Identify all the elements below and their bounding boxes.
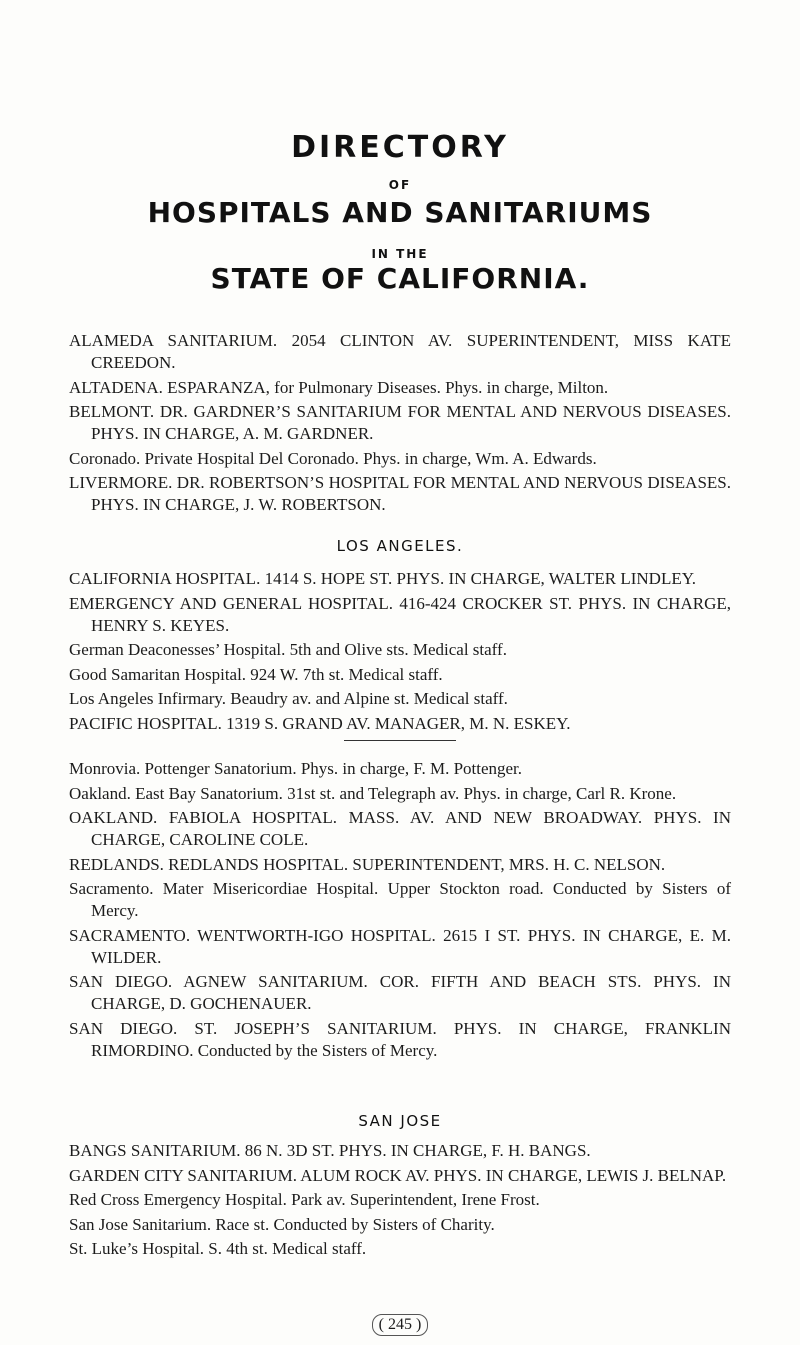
list-item: German Deaconesses’ Hospital. 5th and Olive sts. Medical staff.: [69, 640, 507, 659]
title-in-the: IN THE: [371, 247, 429, 261]
list-item: San Jose Sanitarium. Race st. Conducted by Sisters of Charity.: [69, 1214, 495, 1234]
list-item: Los Angeles Infirmary. Beaudry av. and Alpine st. Medical staff.: [69, 689, 508, 708]
list-item: LIVERMORE. DR. ROBERTSON’S HOSPITAL FOR MENTAL AND NERVOUS DISEASES. PHYS. IN CHARGE, J. W. ROBERTSON.: [69, 473, 731, 514]
list-item: Coronado. Private Hospital Del Coronado. Phys. in charge, Wm. A. Edwards.: [69, 448, 597, 468]
list-item: GARDEN CITY SANITARIUM. ALUM ROCK AV. PHYS. IN CHARGE, LEWIS J. BELNAP.: [69, 1165, 727, 1185]
list-item: Monrovia. Pottenger Sanatorium. Phys. in charge, F. M. Pottenger.: [69, 759, 523, 778]
list-item: Red Cross Emergency Hospital. Park av. Superintendent, Irene Frost.: [69, 1190, 540, 1209]
list-item: OAKLAND. FABIOLA HOSPITAL. MASS. AV. AND NEW BROADWAY. PHYS. IN CHARGE, CAROLINE COLE.: [69, 808, 731, 849]
entries-general-1: [69, 330, 731, 519]
page-number: [0, 1314, 800, 1336]
list-item: Oakland. East Bay Sanatorium. 31st st. and Telegraph av. Phys. in charge, Carl R. Krone.: [69, 783, 677, 803]
list-item: ALAMEDA SANITARIUM. 2054 CLINTON AV. SUPERINTENDENT, MISS KATE CREEDON.: [69, 331, 731, 372]
entries-los-angeles: [69, 568, 731, 737]
list-item: REDLANDS. REDLANDS HOSPITAL. SUPERINTENDENT, MRS. H. C. NELSON.: [69, 854, 666, 874]
page-number-label: ( 245 ): [372, 1314, 429, 1336]
list-item: SAN DIEGO. AGNEW SANITARIUM. COR. FIFTH AND BEACH STS. PHYS. IN CHARGE, D. GOCHENAUER.: [69, 972, 731, 1013]
section-divider: [344, 740, 456, 741]
section-heading-san-jose: SAN JOSE: [358, 1112, 442, 1130]
entries-general-2: [69, 758, 731, 1064]
list-item: Good Samaritan Hospital. 924 W. 7th st. Medical staff.: [69, 664, 443, 684]
list-item: PACIFIC HOSPITAL. 1319 S. GRAND AV. MANAGER, M. N. ESKEY.: [69, 713, 571, 733]
list-item: Sacramento. Mater Misericordiae Hospital. Upper Stockton road. Conducted by Sisters of Mercy.: [69, 879, 731, 920]
list-item: SACRAMENTO. WENTWORTH-IGO HOSPITAL. 2615 I ST. PHYS. IN CHARGE, E. M. WILDER.: [69, 925, 731, 967]
title-hospitals-and-sanitariums: HOSPITALS AND SANITARIUMS: [147, 196, 653, 229]
section-heading-los-angeles: LOS ANGELES.: [336, 537, 464, 555]
list-item: BELMONT. DR. GARDNER’S SANITARIUM FOR MENTAL AND NERVOUS DISEASES. PHYS. IN CHARGE, A. M. GARDNER.: [69, 402, 731, 443]
list-item: CALIFORNIA HOSPITAL. 1414 S. HOPE ST. PHYS. IN CHARGE, WALTER LINDLEY.: [69, 569, 697, 588]
title-state-of-california: STATE OF CALIFORNIA.: [210, 262, 590, 295]
list-item: SAN DIEGO. ST. JOSEPH’S SANITARIUM. PHYS. IN CHARGE, FRANKLIN RIMORDINO. Conducted by the Sisters of Mercy.: [69, 1018, 731, 1060]
title-of: OF: [388, 178, 412, 192]
entries-san-jose: [69, 1140, 731, 1263]
list-item: St. Luke’s Hospital. S. 4th st. Medical staff.: [69, 1239, 367, 1258]
list-item: EMERGENCY AND GENERAL HOSPITAL. 416-424 CROCKER ST. PHYS. IN CHARGE, HENRY S. KEYES.: [69, 593, 731, 635]
list-item: ALTADENA. ESPARANZA, for Pulmonary Diseases. Phys. in charge, Milton.: [69, 377, 609, 397]
title-directory: DIRECTORY: [291, 130, 509, 165]
list-item: BANGS SANITARIUM. 86 N. 3D ST. PHYS. IN CHARGE, F. H. BANGS.: [69, 1141, 591, 1160]
